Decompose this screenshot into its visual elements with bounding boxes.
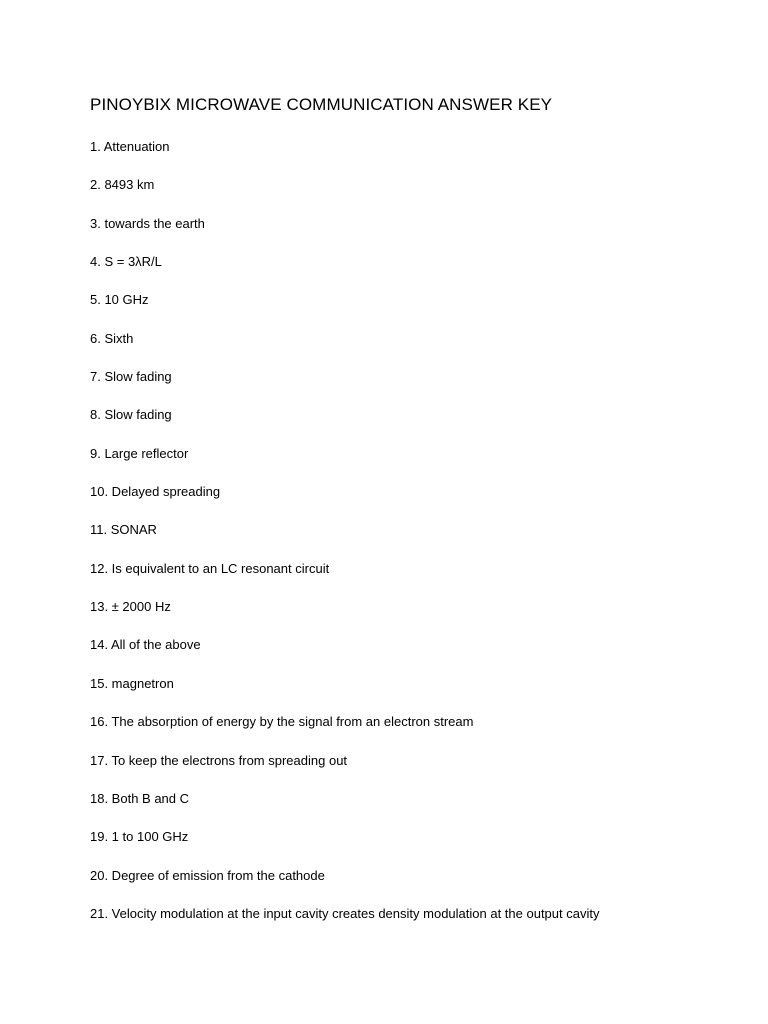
answer-item: 10. Delayed spreading [90, 484, 221, 500]
answer-item: 14. All of the above [90, 637, 201, 653]
answer-item: 19. 1 to 100 GHz [90, 829, 189, 845]
answer-item: 13. ± 2000 Hz [90, 599, 171, 615]
answer-item: 8. Slow fading [90, 407, 172, 423]
answer-item: 7. Slow fading [90, 369, 172, 385]
answer-item: 5. 10 GHz [90, 292, 149, 308]
answer-item: 16. The absorption of energy by the signal from an electron stream [90, 714, 474, 730]
document-title: PINOYBIX MICROWAVE COMMUNICATION ANSWER KEY [90, 95, 553, 114]
answer-item: 1. Attenuation [90, 139, 170, 154]
answer-item: 4. S = 3λR/L [90, 254, 162, 270]
answer-item: 2. 8493 km [90, 177, 155, 193]
answer-list [90, 139, 599, 944]
answer-item: 12. Is equivalent to an LC resonant circuit [90, 560, 330, 576]
answer-item: 17. To keep the electrons from spreading out [90, 752, 348, 768]
answer-item: 18. Both B and C [90, 790, 190, 806]
answer-item: 3. towards the earth [90, 215, 205, 231]
answer-item: 20. Degree of emission from the cathode [90, 867, 325, 883]
answer-item: 15. magnetron [90, 675, 174, 691]
answer-item: 9. Large reflector [90, 445, 189, 461]
answer-item: 11. SONAR [90, 522, 157, 538]
answer-item: 21. Velocity modulation at the input cavity creates density modulation at the output cavity [90, 905, 600, 921]
answer-item: 6. Sixth [90, 330, 134, 346]
